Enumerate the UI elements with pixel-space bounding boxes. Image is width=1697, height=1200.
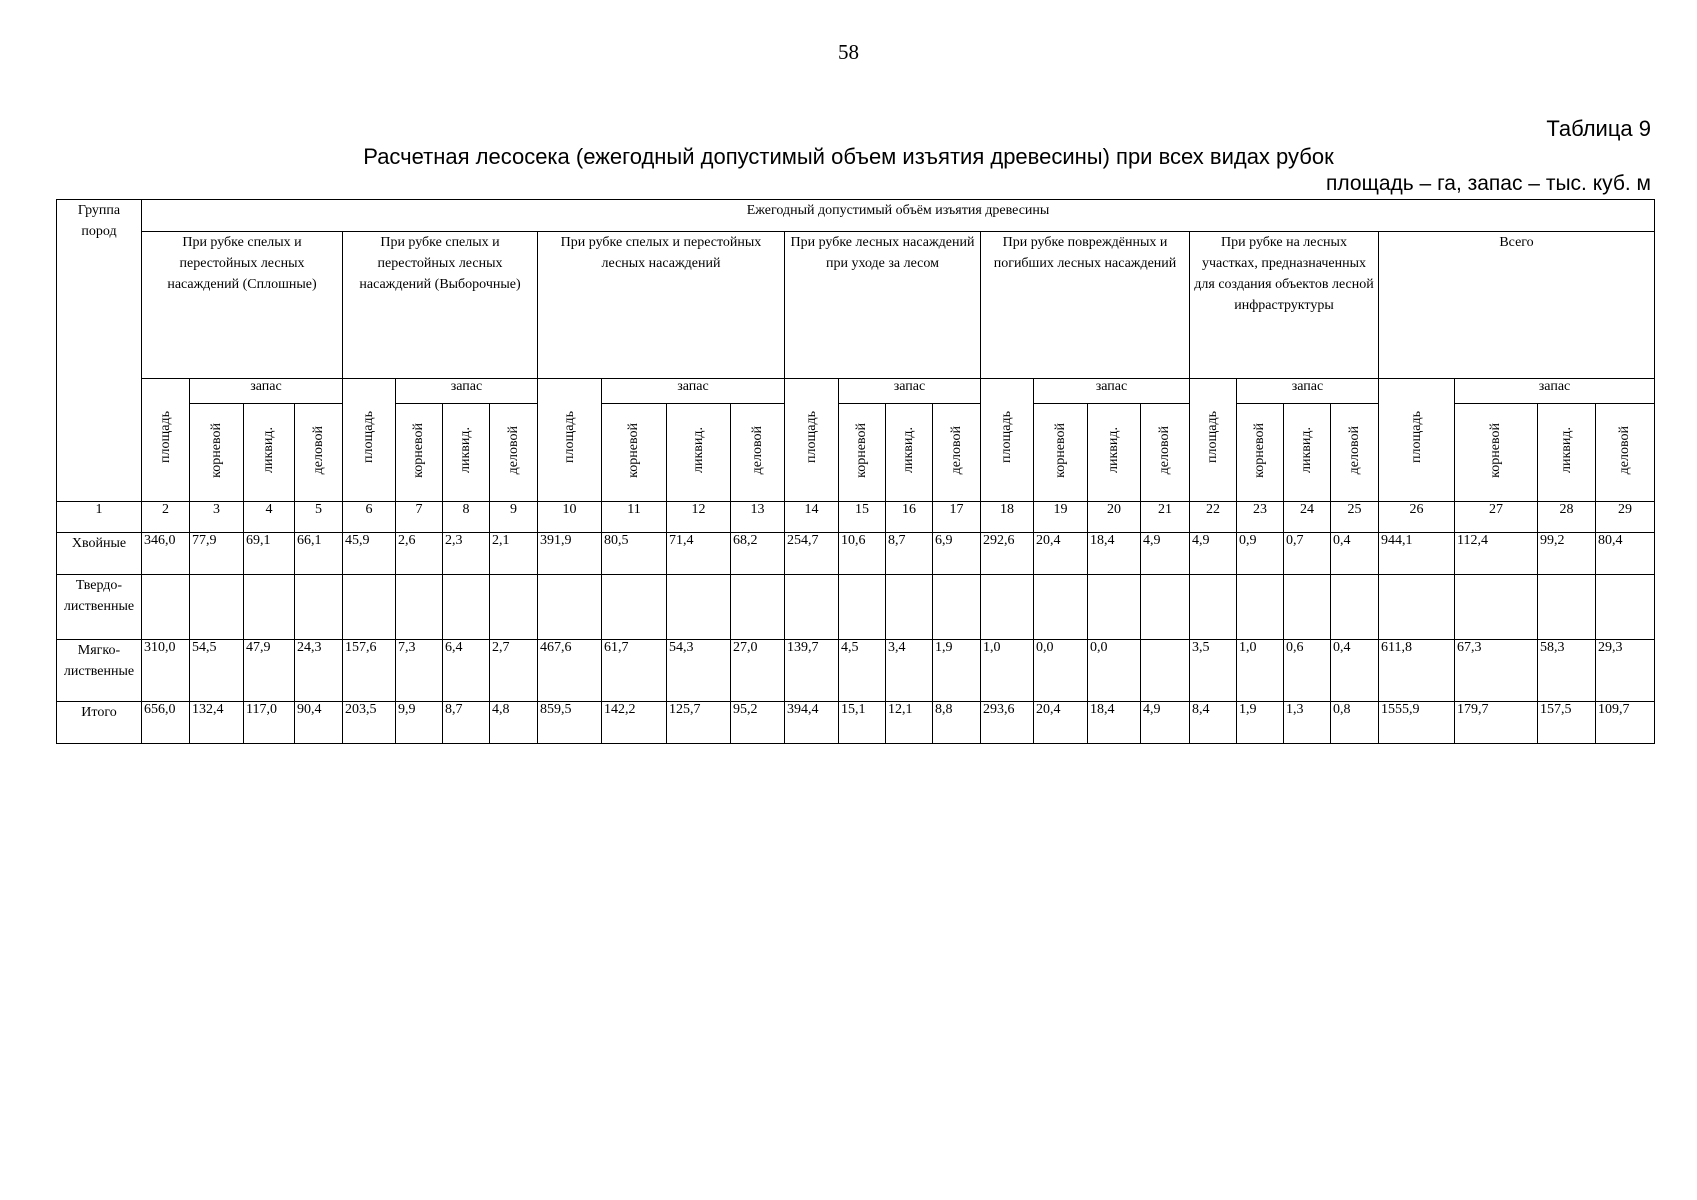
- column-number: 23: [1237, 501, 1284, 532]
- sub-label: деловой: [1157, 425, 1172, 475]
- group-header-1: При рубке спелых и перестойных лесных насаждений (Сплошные): [142, 232, 343, 379]
- data-cell: 90,4: [295, 701, 343, 743]
- sub-header-4-3: [933, 404, 981, 501]
- data-cell: 109,7: [1596, 701, 1655, 743]
- sub-label: ликвид.: [458, 426, 473, 473]
- data-cell: 71,4: [667, 532, 731, 574]
- data-cell: 310,0: [142, 639, 190, 701]
- sub-header-1-3: [295, 404, 343, 501]
- data-cell: [538, 574, 602, 639]
- data-cell: 112,4: [1455, 532, 1538, 574]
- data-cell: 7,3: [396, 639, 443, 701]
- data-cell: [1088, 574, 1141, 639]
- data-cell: 8,7: [886, 532, 933, 574]
- column-number: 12: [667, 501, 731, 532]
- data-cell: [343, 574, 396, 639]
- data-cell: 8,4: [1190, 701, 1237, 743]
- zapas-header-7: запас: [1455, 379, 1655, 404]
- sub-label: корневой: [1052, 422, 1068, 478]
- group-header-2: При рубке спелых и перестойных лесных насаждений (Выборочные): [343, 232, 538, 379]
- data-cell: [190, 574, 244, 639]
- sub-label: деловой: [1346, 425, 1362, 475]
- area-label: площадь: [1205, 411, 1220, 464]
- sub-label: корневой: [1252, 422, 1267, 478]
- data-cell: 10,6: [839, 532, 886, 574]
- data-cell: 1,9: [933, 639, 981, 701]
- data-cell: [1331, 574, 1379, 639]
- group-header-4: При рубке лесных насаждений при уходе за лесом: [785, 232, 981, 379]
- sub-label: корневой: [854, 422, 869, 478]
- data-cell: 80,4: [1596, 532, 1655, 574]
- column-number: 8: [443, 501, 490, 532]
- data-cell: 80,5: [602, 532, 667, 574]
- data-cell: 157,5: [1538, 701, 1596, 743]
- sub-header-3-3: [731, 404, 785, 501]
- data-cell: [1190, 574, 1237, 639]
- data-cell: 125,7: [667, 701, 731, 743]
- area-header-4: [785, 379, 839, 501]
- data-cell: 142,2: [602, 701, 667, 743]
- column-number: 1: [57, 501, 142, 532]
- data-cell: 944,1: [1379, 532, 1455, 574]
- data-cell: [785, 574, 839, 639]
- sub-label: ликвид.: [1106, 426, 1121, 473]
- data-cell: 467,6: [538, 639, 602, 701]
- group-header-7: Всего: [1379, 232, 1655, 379]
- data-cell: 95,2: [731, 701, 785, 743]
- table-row: [57, 532, 1655, 574]
- data-cell: 9,9: [396, 701, 443, 743]
- zapas-header-4: запас: [839, 379, 981, 404]
- data-cell: 0,4: [1331, 532, 1379, 574]
- units-note: площадь – га, запас – тыс. куб. м: [1326, 172, 1651, 195]
- data-cell: 27,0: [731, 639, 785, 701]
- column-number: 11: [602, 501, 667, 532]
- sub-header-5-1: [1034, 404, 1088, 501]
- page-number: 58: [838, 40, 859, 64]
- column-number: 6: [343, 501, 396, 532]
- sub-header-1-1: [190, 404, 244, 501]
- sub-label: ликвид.: [901, 426, 916, 473]
- data-cell: 77,9: [190, 532, 244, 574]
- data-cell: 254,7: [785, 532, 839, 574]
- table-row: [57, 639, 1655, 701]
- data-cell: [1034, 574, 1088, 639]
- data-cell: [667, 574, 731, 639]
- sub-header-1-2: [244, 404, 295, 501]
- data-cell: 99,2: [1538, 532, 1596, 574]
- sub-header-5-2: [1088, 404, 1141, 501]
- data-cell: 0,8: [1331, 701, 1379, 743]
- sub-label: корневой: [626, 422, 641, 478]
- sub-label: деловой: [310, 425, 326, 475]
- data-cell: 4,9: [1141, 701, 1190, 743]
- sub-header-7-1: [1455, 404, 1538, 501]
- row-label: Твердо-лиственные: [57, 574, 142, 639]
- data-cell: 0,0: [1088, 639, 1141, 701]
- data-cell: 1,0: [981, 639, 1034, 701]
- data-cell: [1141, 639, 1190, 701]
- area-header-2: [343, 379, 396, 501]
- sub-label: корневой: [1488, 422, 1503, 478]
- data-cell: 0,4: [1331, 639, 1379, 701]
- data-cell: 6,9: [933, 532, 981, 574]
- data-cell: 0,7: [1284, 532, 1331, 574]
- data-cell: 54,5: [190, 639, 244, 701]
- data-cell: 3,5: [1190, 639, 1237, 701]
- column-number: 24: [1284, 501, 1331, 532]
- sub-label: корневой: [411, 422, 426, 478]
- column-number: 4: [244, 501, 295, 532]
- zapas-header-6: запас: [1237, 379, 1379, 404]
- column-number: 29: [1596, 501, 1655, 532]
- column-number: 18: [981, 501, 1034, 532]
- sub-header-3-2: [667, 404, 731, 501]
- data-cell: 69,1: [244, 532, 295, 574]
- area-label: площадь: [999, 411, 1014, 464]
- data-cell: 394,4: [785, 701, 839, 743]
- data-cell: [396, 574, 443, 639]
- column-number: 21: [1141, 501, 1190, 532]
- column-number: 28: [1538, 501, 1596, 532]
- data-cell: [1284, 574, 1331, 639]
- data-cell: 292,6: [981, 532, 1034, 574]
- data-cell: 12,1: [886, 701, 933, 743]
- area-label: площадь: [561, 411, 577, 464]
- data-cell: 18,4: [1088, 532, 1141, 574]
- data-cell: 2,3: [443, 532, 490, 574]
- column-number: 3: [190, 501, 244, 532]
- sub-label: ликвид.: [690, 426, 706, 473]
- data-cell: 2,7: [490, 639, 538, 701]
- data-cell: [1237, 574, 1284, 639]
- data-cell: [142, 574, 190, 639]
- data-cell: [1141, 574, 1190, 639]
- zapas-header-5: запас: [1034, 379, 1190, 404]
- zapas-header-2: запас: [396, 379, 538, 404]
- table-title: Расчетная лесосека (ежегодный допустимый объем изъятия древесины) при всех видах рубок: [363, 144, 1334, 169]
- column-number: 13: [731, 501, 785, 532]
- data-cell: 1,9: [1237, 701, 1284, 743]
- sub-label: деловой: [948, 425, 964, 475]
- column-number: 10: [538, 501, 602, 532]
- area-header-6: [1190, 379, 1237, 501]
- data-cell: [839, 574, 886, 639]
- column-number: 7: [396, 501, 443, 532]
- data-cell: 66,1: [295, 532, 343, 574]
- area-label: площадь: [361, 411, 376, 464]
- data-cell: [602, 574, 667, 639]
- data-cell: [1379, 574, 1455, 639]
- group-header-3: При рубке спелых и перестойных лесных насаждений: [538, 232, 785, 379]
- data-cell: 67,3: [1455, 639, 1538, 701]
- column-number: 25: [1331, 501, 1379, 532]
- sub-label: ликвид.: [1299, 426, 1314, 473]
- data-cell: [1538, 574, 1596, 639]
- data-cell: [981, 574, 1034, 639]
- area-header-5: [981, 379, 1034, 501]
- column-number: 15: [839, 501, 886, 532]
- sub-label: ликвид.: [1558, 426, 1574, 473]
- area-label: площадь: [803, 411, 819, 464]
- area-header-7: [1379, 379, 1455, 501]
- data-cell: 6,4: [443, 639, 490, 701]
- data-cell: 20,4: [1034, 532, 1088, 574]
- group-header-6: При рубке на лесных участках, предназначенных для создания объектов лесной инфраструктуры: [1190, 232, 1379, 379]
- data-cell: 0,0: [1034, 639, 1088, 701]
- column-number: 26: [1379, 501, 1455, 532]
- data-cell: 4,5: [839, 639, 886, 701]
- sub-header-4-1: [839, 404, 886, 501]
- data-cell: 859,5: [538, 701, 602, 743]
- data-cell: 58,3: [1538, 639, 1596, 701]
- data-cell: 68,2: [731, 532, 785, 574]
- data-cell: [731, 574, 785, 639]
- data-cell: 346,0: [142, 532, 190, 574]
- zapas-header-3: запас: [602, 379, 785, 404]
- data-cell: 61,7: [602, 639, 667, 701]
- data-cell: 0,6: [1284, 639, 1331, 701]
- row-label: Итого: [57, 701, 142, 743]
- sub-label: деловой: [749, 425, 765, 475]
- row-label: Мягко-лиственные: [57, 639, 142, 701]
- data-cell: 293,6: [981, 701, 1034, 743]
- sub-header-6-1: [1237, 404, 1284, 501]
- data-cell: 8,8: [933, 701, 981, 743]
- data-cell: 1555,9: [1379, 701, 1455, 743]
- data-cell: 611,8: [1379, 639, 1455, 701]
- row-label: Хвойные: [57, 532, 142, 574]
- sub-header-2-1: [396, 404, 443, 501]
- area-header-1: [142, 379, 190, 501]
- data-cell: 8,7: [443, 701, 490, 743]
- data-cell: 203,5: [343, 701, 396, 743]
- group-header: Группа пород: [57, 200, 142, 502]
- data-cell: 1,0: [1237, 639, 1284, 701]
- table-row: [57, 574, 1655, 639]
- sub-header-6-2: [1284, 404, 1331, 501]
- table-label: Таблица 9: [1546, 116, 1651, 141]
- sub-header-3-1: [602, 404, 667, 501]
- data-cell: 391,9: [538, 532, 602, 574]
- column-number: 14: [785, 501, 839, 532]
- data-cell: 24,3: [295, 639, 343, 701]
- data-cell: 2,6: [396, 532, 443, 574]
- data-cell: 45,9: [343, 532, 396, 574]
- data-cell: 18,4: [1088, 701, 1141, 743]
- data-cell: 179,7: [1455, 701, 1538, 743]
- sub-header-4-2: [886, 404, 933, 501]
- data-cell: 29,3: [1596, 639, 1655, 701]
- data-cell: [244, 574, 295, 639]
- data-cell: 3,4: [886, 639, 933, 701]
- area-label: площадь: [157, 411, 173, 464]
- data-cell: [490, 574, 538, 639]
- sub-header-7-3: [1596, 404, 1655, 501]
- sub-label: деловой: [505, 425, 521, 475]
- sub-header-2-3: [490, 404, 538, 501]
- sub-label: корневой: [208, 422, 224, 478]
- column-number: 2: [142, 501, 190, 532]
- column-number: 5: [295, 501, 343, 532]
- sub-header-2-2: [443, 404, 490, 501]
- data-cell: 4,9: [1141, 532, 1190, 574]
- group-header-5: При рубке повреждённых и погибших лесных насаждений: [981, 232, 1190, 379]
- data-cell: [1455, 574, 1538, 639]
- data-cell: 157,6: [343, 639, 396, 701]
- data-cell: 117,0: [244, 701, 295, 743]
- sub-label: деловой: [1617, 425, 1633, 475]
- data-cell: 0,9: [1237, 532, 1284, 574]
- data-cell: 2,1: [490, 532, 538, 574]
- column-number: 22: [1190, 501, 1237, 532]
- area-label: площадь: [1408, 411, 1424, 464]
- data-cell: [933, 574, 981, 639]
- area-header-3: [538, 379, 602, 501]
- data-cell: [295, 574, 343, 639]
- sub-header-7-2: [1538, 404, 1596, 501]
- data-cell: 15,1: [839, 701, 886, 743]
- main-header: Ежегодный допустимый объём изъятия древесины: [142, 200, 1655, 232]
- sub-header-6-3: [1331, 404, 1379, 501]
- data-cell: 54,3: [667, 639, 731, 701]
- column-number: 27: [1455, 501, 1538, 532]
- data-cell: 656,0: [142, 701, 190, 743]
- harvest-table: [56, 199, 1655, 744]
- zapas-header-1: запас: [190, 379, 343, 404]
- column-number: 19: [1034, 501, 1088, 532]
- data-cell: [443, 574, 490, 639]
- table-row: [57, 701, 1655, 743]
- data-cell: 20,4: [1034, 701, 1088, 743]
- column-number: 16: [886, 501, 933, 532]
- data-cell: [1596, 574, 1655, 639]
- column-number: 9: [490, 501, 538, 532]
- sub-header-5-3: [1141, 404, 1190, 501]
- column-number: 17: [933, 501, 981, 532]
- data-cell: 1,3: [1284, 701, 1331, 743]
- sub-label: ликвид.: [261, 426, 276, 473]
- data-cell: 139,7: [785, 639, 839, 701]
- data-cell: [886, 574, 933, 639]
- data-cell: 132,4: [190, 701, 244, 743]
- data-cell: 4,8: [490, 701, 538, 743]
- column-number: 20: [1088, 501, 1141, 532]
- data-cell: 4,9: [1190, 532, 1237, 574]
- data-cell: 47,9: [244, 639, 295, 701]
